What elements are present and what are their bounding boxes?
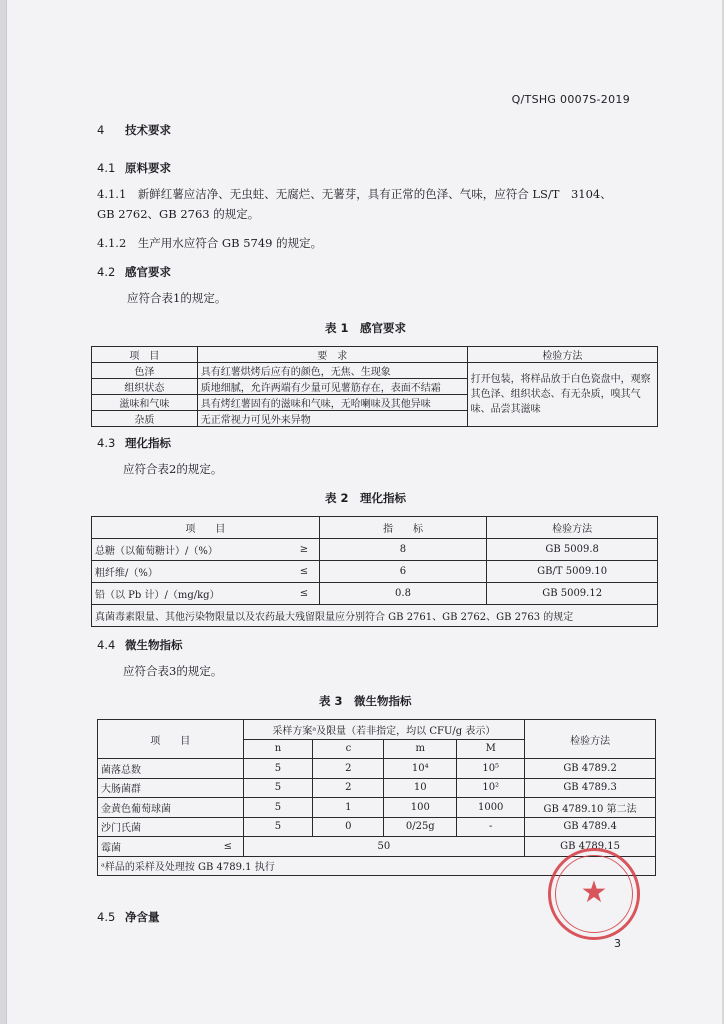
- requirement-cell: 具有烤红薯固有的滋味和气味，无哈喇味及其他异味: [197, 395, 467, 411]
- method-cell: GB 4789.3: [525, 778, 656, 798]
- clause-4-1-1-line1: 4.1.1 新鲜红薯应洁净、无虫蛀、无腐烂、无薯芽，具有正常的色泽、气味，应符合 LS/T 3104、: [97, 187, 612, 201]
- item-cell: 粗纤维/（%）: [92, 561, 290, 583]
- section-4-4-heading: [97, 637, 183, 653]
- table-row: [98, 778, 656, 798]
- operator-cell: ≤: [289, 583, 319, 605]
- M-cell: 10²: [457, 778, 525, 798]
- table-row: [98, 817, 656, 837]
- header-cell: 检验方法: [467, 347, 657, 363]
- header-cell: 项 目: [92, 517, 320, 539]
- requirement-cell: 无正常视力可见外来异物: [197, 411, 467, 427]
- page-number: 3: [614, 937, 621, 950]
- item-cell: 色泽: [92, 363, 198, 379]
- table-footer-row: [92, 605, 658, 627]
- table-1-sensory: [91, 346, 658, 427]
- M-cell: 10⁵: [457, 759, 525, 779]
- clause-4-1-1-line2: GB 2762、GB 2763 的规定。: [97, 207, 260, 221]
- value-cell: 50: [243, 837, 525, 857]
- table-row: [92, 583, 658, 605]
- item-cell: 总糖（以葡萄糖计）/（%）: [92, 539, 290, 561]
- item-cell: 杂质: [92, 411, 198, 427]
- item-cell: 菌落总数: [98, 759, 244, 779]
- header-cell: 项 目: [98, 720, 244, 759]
- n-cell: 5: [243, 759, 313, 779]
- method-cell: GB 4789.15: [525, 837, 656, 857]
- section-title: 理化指标: [125, 436, 171, 450]
- m-cell: 10: [384, 778, 457, 798]
- section-4-3-heading: [97, 435, 171, 451]
- M-cell: -: [457, 817, 525, 837]
- header-cell: 指 标: [319, 517, 487, 539]
- item-cell: 金黄色葡萄球菌: [98, 798, 244, 818]
- header-cell: 检验方法: [525, 720, 656, 759]
- header-cell: 检验方法: [487, 517, 658, 539]
- section-number: 4.5: [97, 910, 116, 924]
- c-cell: 2: [313, 759, 384, 779]
- table-2-caption: 表 2 理化指标: [325, 491, 407, 505]
- table-row: [92, 363, 658, 379]
- item-cell: 铅（以 Pb 计）/（mg/kg）: [92, 583, 290, 605]
- item-cell: 沙门氏菌: [98, 817, 244, 837]
- method-cell: GB 5009.12: [487, 583, 658, 605]
- method-cell: GB 4789.10 第二法: [525, 798, 656, 818]
- footer-cell: 真菌毒素限量、其他污染物限量以及农药最大残留限量应分别符合 GB 2761、GB 2762、GB 2763 的规定: [92, 605, 658, 627]
- item-cell: 滋味和气味: [92, 395, 198, 411]
- header-cell: 要 求: [197, 347, 467, 363]
- standard-code: Q/TSHG 0007S-2019: [511, 93, 630, 106]
- item-cell: 组织状态: [92, 379, 198, 395]
- method-cell: GB 5009.8: [487, 539, 658, 561]
- m-cell: 0/25g: [384, 817, 457, 837]
- n-cell: 5: [243, 817, 313, 837]
- M-cell: 1000: [457, 798, 525, 818]
- footnote-cell: ᵃ样品的采样及处理按 GB 4789.1 执行: [98, 856, 656, 876]
- section-number: 4.3: [97, 436, 116, 450]
- value-cell: 8: [319, 539, 487, 561]
- table-3-caption: 表 3 微生物指标: [319, 694, 412, 708]
- method-cell: GB 4789.4: [525, 817, 656, 837]
- section-number: 4.1: [97, 161, 116, 175]
- requirement-cell: 质地细腻，允许两端有少量可见薯筋存在，表面不结霜: [197, 379, 467, 395]
- section-4-2-heading: [97, 264, 171, 280]
- method-cell: GB 4789.2: [525, 759, 656, 779]
- table-row: [98, 759, 656, 779]
- operator-cell: ≤: [213, 837, 243, 857]
- c-cell: 2: [313, 778, 384, 798]
- section-4-4-text: 应符合表3的规定。: [123, 664, 223, 678]
- m-cell: 10⁴: [384, 759, 457, 779]
- header-cell: 项 目: [92, 347, 198, 363]
- item-cell: 霉菌: [98, 837, 214, 857]
- table-header-row: [98, 720, 656, 740]
- table-1-caption: 表 1 感官要求: [325, 321, 407, 335]
- value-cell: 0.8: [319, 583, 487, 605]
- header-cell: 采样方案ᵃ及限量（若非指定，均以 CFU/g 表示）: [243, 720, 525, 740]
- section-title: 净含量: [125, 910, 160, 924]
- section-number: 4: [97, 123, 105, 137]
- table-header-row: [92, 517, 658, 539]
- method-cell: GB/T 5009.10: [487, 561, 658, 583]
- table-header-row: [92, 347, 658, 363]
- subheader-cell: c: [313, 739, 384, 759]
- subheader-cell: n: [243, 739, 313, 759]
- table-row: [92, 561, 658, 583]
- section-4-5-heading: [97, 909, 160, 925]
- clause-4-1-2: 4.1.2 生产用水应符合 GB 5749 的规定。: [97, 236, 323, 250]
- item-cell: 大肠菌群: [98, 778, 244, 798]
- n-cell: 5: [243, 798, 313, 818]
- operator-cell: ≤: [289, 561, 319, 583]
- operator-cell: ≥: [289, 539, 319, 561]
- method-cell: 打开包装，将样品放于白色瓷盘中，观察其色泽、组织状态、有无杂质，嗅其气味、品尝其滋味: [467, 363, 657, 427]
- section-number: 4.4: [97, 638, 116, 652]
- table-row: [98, 798, 656, 818]
- section-number: 4.2: [97, 265, 116, 279]
- company-seal-stamp: [548, 848, 640, 940]
- section-title: 微生物指标: [125, 638, 183, 652]
- star-icon: ★: [580, 875, 608, 910]
- c-cell: 0: [313, 817, 384, 837]
- table-row: [92, 539, 658, 561]
- subheader-cell: M: [457, 739, 525, 759]
- subheader-cell: m: [384, 739, 457, 759]
- section-title: 技术要求: [125, 123, 171, 137]
- section-4-2-text: 应符合表1的规定。: [127, 291, 227, 305]
- n-cell: 5: [243, 778, 313, 798]
- m-cell: 100: [384, 798, 457, 818]
- table-2-physicochemical: [91, 516, 658, 627]
- section-4-3-text: 应符合表2的规定。: [123, 462, 223, 476]
- c-cell: 1: [313, 798, 384, 818]
- section-title: 感官要求: [125, 265, 171, 279]
- section-4-1-heading: [97, 160, 171, 176]
- value-cell: 6: [319, 561, 487, 583]
- document-page: [6, 0, 722, 1024]
- section-4-heading: [97, 122, 171, 138]
- section-title: 原料要求: [125, 161, 171, 175]
- requirement-cell: 具有红薯烘烤后应有的颜色，无焦、生现象: [197, 363, 467, 379]
